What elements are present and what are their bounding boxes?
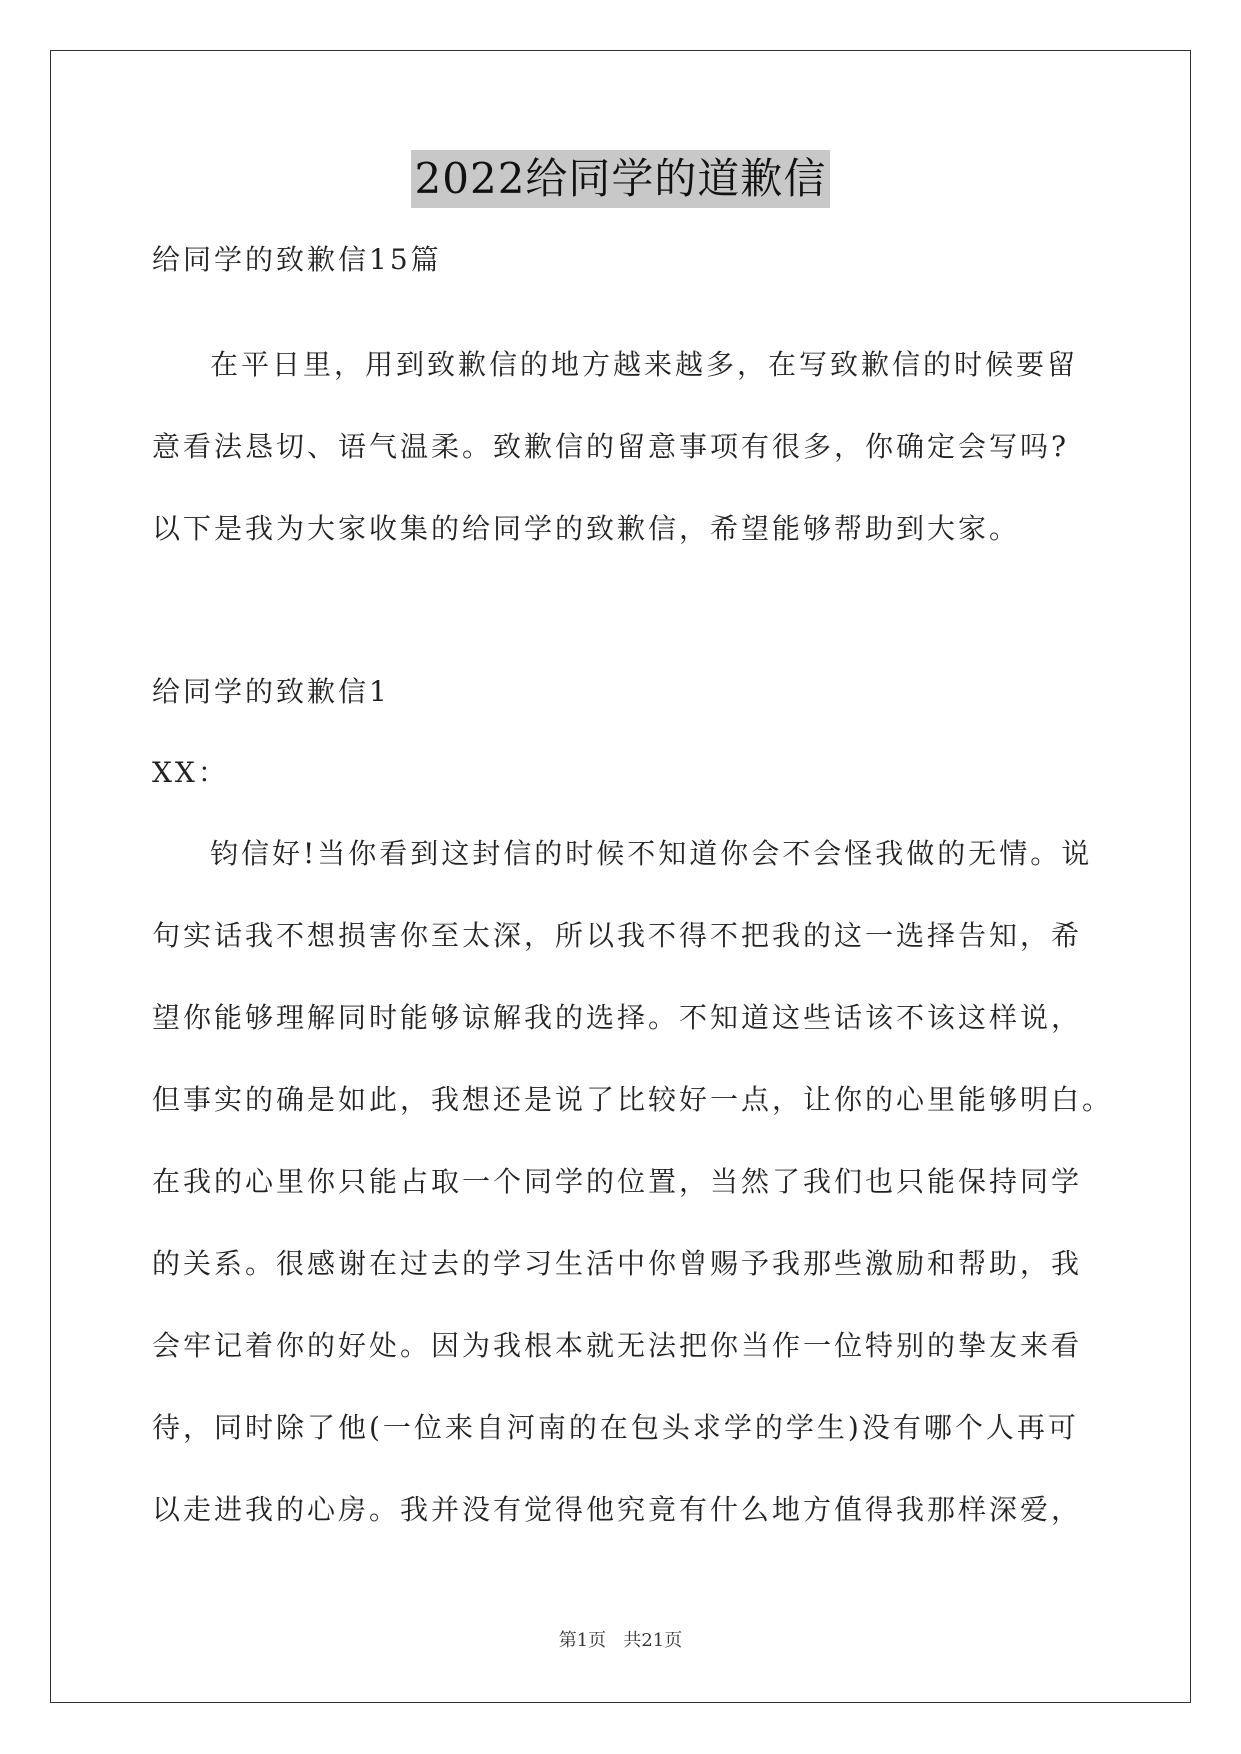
body-line-8: 待，同时除了他(一位来自河南的在包头求学的学生)没有哪个人再可 — [152, 1411, 1079, 1444]
body-line-2: 句实话我不想损害你至太深，所以我不得不把我的这一选择告知，希 — [152, 919, 1083, 952]
body-line-9: 以走进我的心房。我并没有觉得他究竟有什么地方值得我那样深爱， — [152, 1493, 1083, 1526]
body-line-6: 的关系。很感谢在过去的学习生活中你曾赐予我那些激励和帮助，我 — [152, 1247, 1083, 1280]
salutation: XX： — [152, 756, 229, 789]
body-line-3: 望你能够理解同时能够谅解我的选择。不知道这些话该不该这样说， — [152, 1001, 1083, 1034]
document-subtitle: 给同学的致歉信15篇 — [152, 243, 442, 276]
intro-line-1: 在平日里，用到致歉信的地方越来越多，在写致歉信的时候要留 — [210, 348, 1079, 381]
intro-line-3: 以下是我为大家收集的给同学的致歉信，希望能够帮助到大家。 — [152, 512, 1021, 545]
body-line-1: 钧信好!当你看到这封信的时候不知道你会不会怪我做的无情。说 — [210, 837, 1093, 870]
body-line-5: 在我的心里你只能占取一个同学的位置，当然了我们也只能保持同学 — [152, 1165, 1083, 1198]
page-footer: 第1页 共21页 — [558, 1630, 683, 1651]
section-heading: 给同学的致歉信1 — [152, 675, 390, 708]
body-line-7: 会牢记着你的好处。因为我根本就无法把你当作一位特别的挚友来看 — [152, 1329, 1083, 1362]
title-container — [0, 150, 1241, 208]
document-title: 2022给同学的道歉信 — [411, 150, 831, 208]
body-line-4: 但事实的确是如此，我想还是说了比较好一点，让你的心里能够明白。 — [152, 1083, 1114, 1116]
page-border — [50, 50, 1191, 1703]
intro-line-2: 意看法恳切、语气温柔。致歉信的留意事项有很多，你确定会写吗? — [152, 430, 1070, 463]
